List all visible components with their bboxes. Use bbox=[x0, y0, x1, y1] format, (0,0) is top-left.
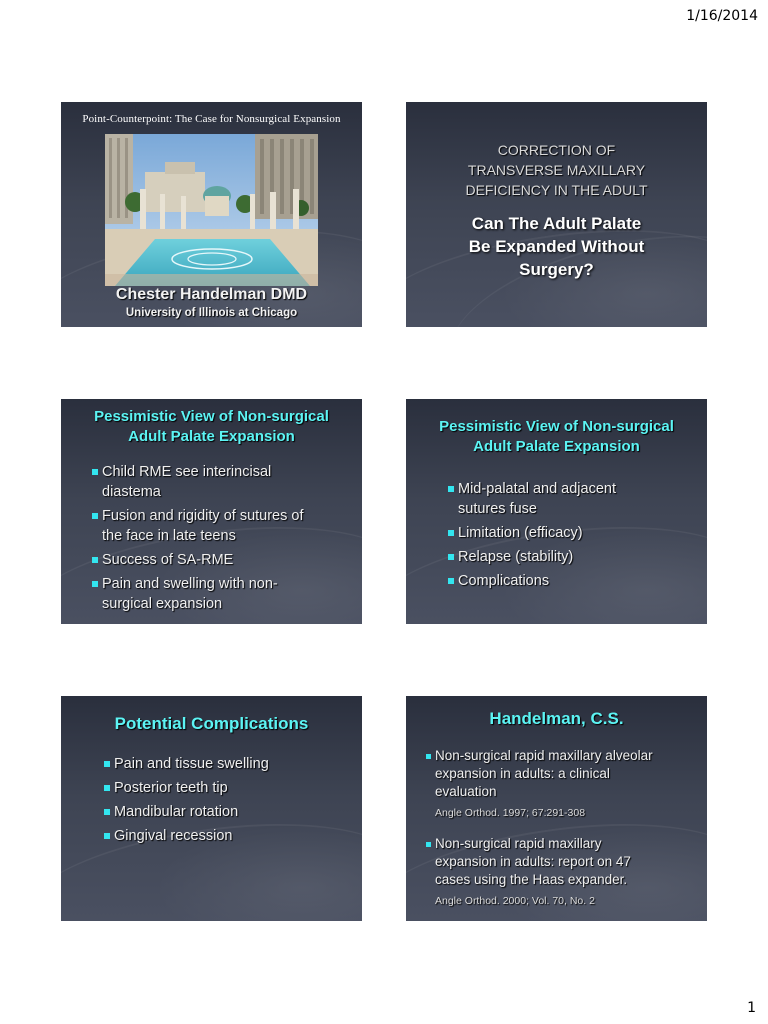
slide-2-topic bbox=[406, 102, 707, 327]
bullet-line: Mandibular rotation bbox=[114, 804, 239, 820]
bullet-line: Child RME see interincisal bbox=[102, 464, 272, 480]
bullet-line: the face in late teens bbox=[102, 528, 236, 544]
bullet-item bbox=[104, 754, 334, 774]
bullet-line: Mid-palatal and adjacent bbox=[458, 481, 616, 497]
bullet-square-icon bbox=[104, 785, 110, 791]
reference-line: Non-surgical rapid maxillary bbox=[435, 836, 602, 851]
subtitle-line: Be Expanded Without bbox=[468, 237, 645, 256]
slide-heading: Potential Complications bbox=[114, 714, 309, 733]
bullet-line: Posterior teeth tip bbox=[114, 780, 228, 796]
slide-5-potential-complications bbox=[61, 696, 362, 921]
bullet-line: Success of SA-RME bbox=[102, 552, 234, 568]
reference-citation: Angle Orthod. 2000; Vol. 70, No. 2 bbox=[435, 895, 595, 907]
heading-line: Pessimistic View of Non-surgical bbox=[94, 408, 329, 425]
slide-topline: Point-Counterpoint: The Case for Nonsurgical Expansion bbox=[82, 113, 341, 125]
subtitle-line: Surgery? bbox=[519, 260, 594, 279]
caesars-palace-pool-photo bbox=[105, 134, 318, 286]
bullet-square-icon bbox=[92, 513, 98, 519]
slide-3-pessimistic-view bbox=[61, 399, 362, 624]
bullet-line: sutures fuse bbox=[458, 501, 537, 517]
bullet-item bbox=[92, 574, 342, 614]
bullet-line: Complications bbox=[458, 573, 550, 589]
bullet-item bbox=[92, 550, 342, 570]
bullet-square-icon bbox=[104, 809, 110, 815]
slide-title bbox=[406, 140, 707, 200]
bullet-square-icon bbox=[448, 530, 454, 536]
speaker-name: Chester Handelman DMD bbox=[115, 286, 308, 303]
reference-line: expansion in adults: report on 47 bbox=[435, 854, 631, 869]
subtitle-line: Can The Adult Palate bbox=[471, 214, 642, 233]
slide-heading bbox=[406, 417, 707, 457]
bullet-square-icon bbox=[92, 581, 98, 587]
reference-title bbox=[435, 835, 696, 889]
bullet-square-icon bbox=[92, 469, 98, 475]
page-number: 1 bbox=[747, 1000, 756, 1016]
reference-item bbox=[426, 747, 696, 820]
reference-list bbox=[426, 747, 696, 908]
bullet-square-icon bbox=[448, 486, 454, 492]
bullet-line: Pain and tissue swelling bbox=[114, 756, 269, 772]
bullet-square-icon bbox=[104, 833, 110, 839]
bullet-list bbox=[448, 479, 678, 595]
bullet-item bbox=[92, 506, 342, 546]
bullet-item bbox=[448, 479, 678, 519]
bullet-square-icon bbox=[426, 754, 431, 759]
slide-4-pessimistic-view bbox=[406, 399, 707, 624]
reference-line: cases using the Haas expander. bbox=[435, 872, 628, 887]
heading-line: Pessimistic View of Non-surgical bbox=[439, 418, 674, 435]
bullet-square-icon bbox=[448, 554, 454, 560]
slide-1-title bbox=[61, 102, 362, 327]
bullet-line: Pain and swelling with non- bbox=[102, 576, 278, 592]
bullet-line: Fusion and rigidity of sutures of bbox=[102, 508, 304, 524]
slide-subtitle bbox=[406, 212, 707, 281]
bullet-line: Limitation (efficacy) bbox=[458, 525, 583, 541]
reference-title bbox=[435, 747, 696, 801]
bullet-item bbox=[92, 462, 342, 502]
heading-line: Adult Palate Expansion bbox=[128, 428, 295, 445]
title-line: TRANSVERSE MAXILLARY bbox=[467, 162, 646, 178]
slide-6-handelman-references bbox=[406, 696, 707, 921]
bullet-item bbox=[448, 547, 678, 567]
bullet-item bbox=[448, 523, 678, 543]
title-line: CORRECTION OF bbox=[497, 142, 616, 158]
reference-citation: Angle Orthod. 1997; 67:291-308 bbox=[435, 807, 586, 819]
bullet-item bbox=[104, 778, 334, 798]
title-line: DEFICIENCY IN THE ADULT bbox=[465, 182, 648, 198]
bullet-item bbox=[448, 571, 678, 591]
bullet-line: diastema bbox=[102, 484, 161, 500]
bullet-square-icon bbox=[426, 842, 431, 847]
bullet-line: Gingival recession bbox=[114, 828, 233, 844]
bullet-square-icon bbox=[92, 557, 98, 563]
reference-line: expansion in adults: a clinical bbox=[435, 766, 610, 781]
bullet-item bbox=[104, 802, 334, 822]
page-date: 1/16/2014 bbox=[686, 8, 758, 24]
pool-photo-illustration bbox=[105, 134, 318, 286]
slide-heading: Handelman, C.S. bbox=[489, 709, 624, 728]
heading-line: Adult Palate Expansion bbox=[473, 438, 640, 455]
bullet-line: surgical expansion bbox=[102, 596, 223, 612]
bullet-list bbox=[92, 462, 342, 618]
bullet-item bbox=[104, 826, 334, 846]
slide-heading bbox=[61, 407, 362, 447]
reference-item bbox=[426, 835, 696, 908]
speaker-affiliation: University of Illinois at Chicago bbox=[125, 307, 298, 319]
bullet-list bbox=[104, 754, 334, 850]
reference-line: evaluation bbox=[435, 784, 497, 799]
bullet-square-icon bbox=[448, 578, 454, 584]
reference-line: Non-surgical rapid maxillary alveolar bbox=[435, 748, 653, 763]
bullet-line: Relapse (stability) bbox=[458, 549, 574, 565]
bullet-square-icon bbox=[104, 761, 110, 767]
